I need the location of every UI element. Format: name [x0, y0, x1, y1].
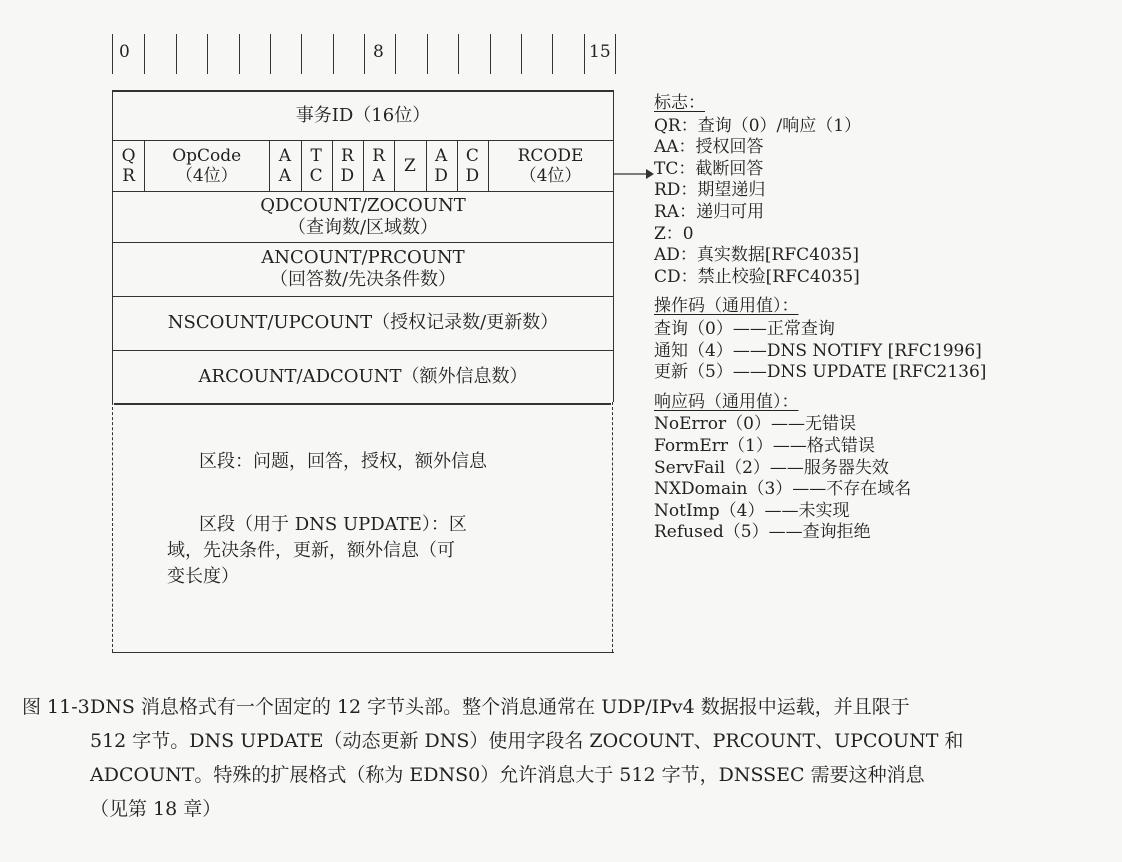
flag-cell-bottom: D — [340, 166, 355, 186]
legend-entry: ServFail（2）——服务器失效 — [654, 457, 889, 478]
sections-line-4: 变长度） — [167, 566, 239, 587]
ruler-tick — [395, 34, 396, 74]
ancount-name: ANCOUNT/PRCOUNT — [261, 247, 465, 268]
ruler-tick — [270, 34, 271, 74]
dashed-right-line — [612, 402, 613, 652]
legend-entry: 查询（0）——正常查询 — [654, 318, 835, 339]
caption-line-3: ADCOUNT。特殊的扩展格式（称为 EDNS0）允许消息大于 512 字节，DNSSEC 需要这种消息 — [90, 764, 925, 786]
legend-entry: FormErr（1）——格式错误 — [654, 435, 875, 456]
ruler-tick — [490, 34, 491, 74]
flag-cell — [457, 141, 488, 191]
flag-cell — [144, 141, 269, 191]
nscount-field: NSCOUNT/UPCOUNT（授权记录数/更新数） — [167, 312, 559, 333]
legend-entry: NotImp（4）——未实现 — [654, 500, 850, 521]
rcode-legend-list — [654, 414, 1114, 544]
flag-cell-bottom: A — [372, 166, 385, 186]
ruler-tick — [207, 34, 208, 74]
legend-entry: Refused（5）——查询拒绝 — [654, 522, 871, 543]
flag-cell — [113, 141, 144, 191]
flag-cell — [488, 141, 613, 191]
flags-row — [113, 141, 613, 191]
flag-cell — [394, 141, 425, 191]
transaction-id-field: 事务ID（16位） — [295, 105, 431, 126]
flags-legend-title: 标志： — [654, 93, 705, 113]
flag-cell-bottom: D — [465, 166, 480, 186]
ancount-desc: （回答数/先决条件数） — [269, 269, 457, 290]
legend-entry: 通知（4）——DNS NOTIFY [RFC1996] — [654, 340, 982, 361]
flag-cell-top: R — [372, 146, 386, 166]
flag-cell-bottom: （4位） — [175, 166, 238, 186]
bit-ruler — [112, 34, 616, 74]
flags-legend-list — [654, 116, 1114, 289]
arrow-right-icon — [614, 168, 654, 180]
flag-cell — [426, 141, 457, 191]
flag-cell — [363, 141, 394, 191]
legend-entry: TC：截断回答 — [654, 158, 764, 179]
flag-cell-top: A — [278, 146, 292, 166]
bit-label-15: 15 — [589, 42, 611, 62]
ruler-tick — [521, 34, 522, 74]
ruler-tick — [333, 34, 334, 74]
divider — [113, 403, 613, 405]
caption-line-1: DNS 消息格式有一个固定的 12 字节头部。整个消息通常在 UDP/IPv4 数据报中运载，并且限于 — [90, 696, 910, 718]
bit-label-0: 0 — [119, 42, 130, 62]
opcode-legend-list — [654, 319, 1114, 384]
ruler-tick — [301, 34, 302, 74]
ruler-tick — [364, 34, 365, 74]
flag-cell-bottom: R — [122, 166, 136, 186]
legend-entry: 更新（5）——DNS UPDATE [RFC2136] — [654, 362, 987, 383]
legend-entry: RD：期望递归 — [654, 180, 766, 201]
flag-cell-top: R — [340, 146, 354, 166]
legend-entry: QR：查询（0）/响应（1） — [654, 115, 862, 136]
ruler-tick — [239, 34, 240, 74]
flag-cell-top: A — [434, 146, 448, 166]
legend-entry: NoError（0）——无错误 — [654, 414, 856, 435]
sections-line-1: 区段：问题，回答，授权，额外信息 — [199, 451, 487, 472]
sections-line-2: 区段（用于 DNS UPDATE）：区 — [199, 514, 467, 535]
ruler-tick — [176, 34, 177, 74]
flag-cell-top: T — [310, 146, 322, 166]
bit-label-8: 8 — [373, 42, 384, 62]
flag-cell-top: C — [465, 146, 479, 166]
ruler-tick — [584, 34, 585, 74]
flag-cell-bottom: C — [309, 166, 323, 186]
legend-entry: Z：0 — [654, 223, 694, 244]
legend-entry: RA：递归可用 — [654, 201, 765, 222]
qdcount-name: QDCOUNT/ZOCOUNT — [260, 195, 466, 216]
flag-cell — [301, 141, 332, 191]
caption-line-2: 512 字节。DNS UPDATE（动态更新 DNS）使用字段名 ZOCOUNT、PRCOUNT、UPCOUNT 和 — [90, 730, 964, 752]
arcount-field: ARCOUNT/ADCOUNT（额外信息数） — [198, 366, 528, 387]
dashed-left-line — [112, 402, 113, 652]
flag-cell-bottom: （4位） — [519, 166, 582, 186]
flag-cell — [332, 141, 363, 191]
ruler-tick — [552, 34, 553, 74]
flag-cell-top: Q — [121, 146, 136, 166]
flag-cell-top: RCODE — [517, 146, 584, 166]
opcode-legend-title: 操作码（通用值）： — [654, 296, 799, 317]
flag-cell-bottom: D — [434, 166, 448, 186]
sections-line-3: 域，先决条件，更新，额外信息（可 — [167, 540, 455, 561]
ancount-field — [113, 243, 613, 295]
qdcount-desc: （查询数/区域数） — [287, 217, 439, 238]
legend-entry: NXDomain（3）——不存在域名 — [654, 479, 912, 500]
flag-cell-bottom: A — [278, 166, 292, 186]
qdcount-field — [113, 192, 613, 242]
figure-caption — [22, 690, 1112, 826]
legend-entry: AD：真实数据[RFC4035] — [654, 245, 860, 266]
legend-entry: AA：授权回答 — [654, 137, 764, 158]
ruler-tick — [458, 34, 459, 74]
flag-cell-top: Z — [403, 156, 416, 176]
figure-number: 图 11-3 — [22, 696, 90, 718]
flag-cell — [269, 141, 300, 191]
dns-message-diagram — [112, 90, 614, 653]
legend-entry: CD：禁止校验[RFC4035] — [654, 266, 860, 287]
ruler-tick — [144, 34, 145, 74]
rcode-legend-title: 响应码（通用值）： — [654, 391, 799, 412]
legend-panel — [654, 93, 1114, 544]
caption-line-4: （见第 18 章） — [90, 798, 222, 820]
flag-cell-top: OpCode — [172, 146, 242, 166]
ruler-tick — [427, 34, 428, 74]
